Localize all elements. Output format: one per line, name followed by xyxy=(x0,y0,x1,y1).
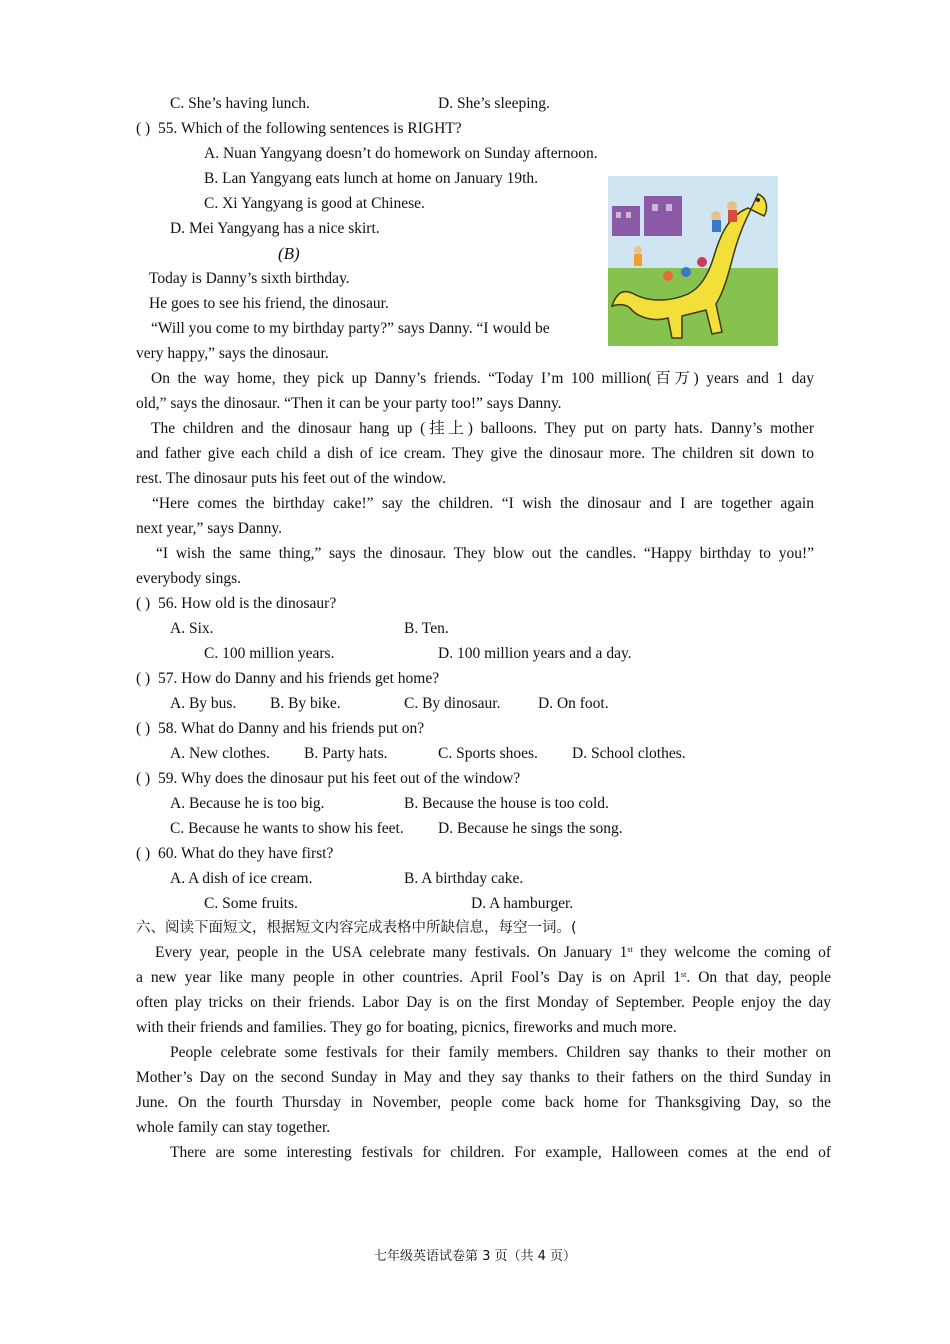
passage-b-line: The children and the dinosaur hang up (挂上) balloons. They put on party hats. Danny’s mother xyxy=(151,420,814,437)
section-6-heading: 六、阅读下面短文，根据短文内容完成表格中所缺信息，每空一词。( xyxy=(136,920,577,936)
q54-option-c: C. She’s having lunch. xyxy=(170,95,310,112)
q59-question xyxy=(136,768,520,790)
q60-stem: 60. What do they have first? xyxy=(158,845,334,862)
passage-b-line: old,” says the dinosaur. “Then it can be your party too!” says Danny. xyxy=(136,395,562,412)
q55-stem: 55. Which of the following sentences is RIGHT? xyxy=(158,120,462,137)
q55-option-d: D. Mei Yangyang has a nice skirt. xyxy=(170,220,380,237)
section-6-line: whole family can stay together. xyxy=(136,1119,331,1136)
answer-bracket[interactable]: ( ) xyxy=(136,670,151,687)
section-6-line: with their friends and families. They go for boating, picnics, fireworks and much more. xyxy=(136,1019,677,1036)
section-6-line: There are some interesting festivals for children. For example, Halloween comes at the end of xyxy=(170,1144,831,1161)
q57-option-a: A. By bus. xyxy=(170,695,237,712)
q58-option-d: D. School clothes. xyxy=(572,745,686,762)
q55-option-a: A. Nuan Yangyang doesn’t do homework on Sunday afternoon. xyxy=(204,145,598,162)
q57-option-d: D. On foot. xyxy=(538,695,609,712)
q54-option-d: D. She’s sleeping. xyxy=(438,95,550,112)
passage-b-line: next year,” says Danny. xyxy=(136,520,283,537)
q60-question xyxy=(136,843,333,865)
section-6-line: Every year, people in the USA celebrate many festivals. On January 1st they welcome the coming of xyxy=(155,944,831,961)
passage-b-line: and father give each child a dish of ice cream. They give the dinosaur more. The children sit down to xyxy=(136,445,814,462)
q58-option-a: A. New clothes. xyxy=(170,745,270,762)
q55-option-c: C. Xi Yangyang is good at Chinese. xyxy=(204,195,425,212)
q59-option-a: A. Because he is too big. xyxy=(170,795,325,812)
passage-b-line: “Will you come to my birthday party?” says Danny. “I would be xyxy=(151,320,550,337)
q56-option-b: B. Ten. xyxy=(404,620,449,637)
passage-b-line: Today is Danny’s sixth birthday. xyxy=(149,270,350,287)
q60-option-a: A. A dish of ice cream. xyxy=(170,870,313,887)
answer-bracket[interactable]: ( ) xyxy=(136,720,151,737)
q56-option-a: A. Six. xyxy=(170,620,214,637)
passage-b-line: “Here comes the birthday cake!” say the children. “I wish the dinosaur and I are together again xyxy=(152,495,814,512)
q59-option-b: B. Because the house is too cold. xyxy=(404,795,609,812)
q58-stem: 58. What do Danny and his friends put on? xyxy=(158,720,425,737)
q57-option-b: B. By bike. xyxy=(270,695,341,712)
q58-question xyxy=(136,718,424,740)
q58-option-c: C. Sports shoes. xyxy=(438,745,538,762)
section-6-line: often play tricks on their friends. Labor Day is on the first Monday of September. People enjoy the day xyxy=(136,994,831,1011)
q56-option-d: D. 100 million years and a day. xyxy=(438,645,632,662)
q60-option-c: C. Some fruits. xyxy=(204,895,298,912)
q60-option-b: B. A birthday cake. xyxy=(404,870,524,887)
passage-b-line: On the way home, they pick up Danny’s friends. “Today I’m 100 million(百万) years and 1 day xyxy=(151,370,814,387)
passage-b-line: “I wish the same thing,” says the dinosaur. They blow out the candles. “Happy birthday to you!” xyxy=(156,545,814,562)
section-6-line: a new year like many people in other countries. April Fool’s Day is on April 1st. On that day, people xyxy=(136,969,832,986)
answer-bracket[interactable]: ( ) xyxy=(136,770,151,787)
q58-option-b: B. Party hats. xyxy=(304,745,388,762)
dinosaur-illustration xyxy=(608,176,778,346)
answer-bracket[interactable]: ( ) xyxy=(136,595,151,612)
q55-question xyxy=(136,118,462,140)
q59-stem: 59. Why does the dinosaur put his feet out of the window? xyxy=(158,770,521,787)
answer-bracket[interactable]: ( ) xyxy=(136,120,151,137)
q56-stem: 56. How old is the dinosaur? xyxy=(158,595,337,612)
answer-bracket[interactable]: ( ) xyxy=(136,845,151,862)
passage-b-line: everybody sings. xyxy=(136,570,242,587)
section-6-line: People celebrate some festivals for their family members. Children say thanks to their mother on xyxy=(170,1044,831,1061)
q57-question xyxy=(136,668,439,690)
passage-b-line: very happy,” says the dinosaur. xyxy=(136,345,329,362)
passage-b-line: rest. The dinosaur puts his feet out of the window. xyxy=(136,470,446,487)
passage-b-line: He goes to see his friend, the dinosaur. xyxy=(149,295,389,312)
q57-option-c: C. By dinosaur. xyxy=(404,695,501,712)
q59-option-c: C. Because he wants to show his feet. xyxy=(170,820,404,837)
q60-option-d: D. A hamburger. xyxy=(471,895,574,912)
q57-stem: 57. How do Danny and his friends get home? xyxy=(158,670,440,687)
q59-option-d: D. Because he sings the song. xyxy=(438,820,623,837)
q55-option-b: B. Lan Yangyang eats lunch at home on January 19th. xyxy=(204,170,539,187)
q56-option-c: C. 100 million years. xyxy=(204,645,335,662)
q56-question xyxy=(136,593,336,615)
passage-b-heading: (B) xyxy=(278,244,300,263)
section-6-line: June. On the fourth Thursday in November, people come back home for Thanksgiving Day, so the xyxy=(136,1094,831,1111)
section-6-line: Mother’s Day on the second Sunday in May and they say thanks to their fathers on the third Sunday in xyxy=(136,1069,831,1086)
page-footer: 七年级英语试卷第 3 页（共 4 页） xyxy=(373,1249,577,1264)
